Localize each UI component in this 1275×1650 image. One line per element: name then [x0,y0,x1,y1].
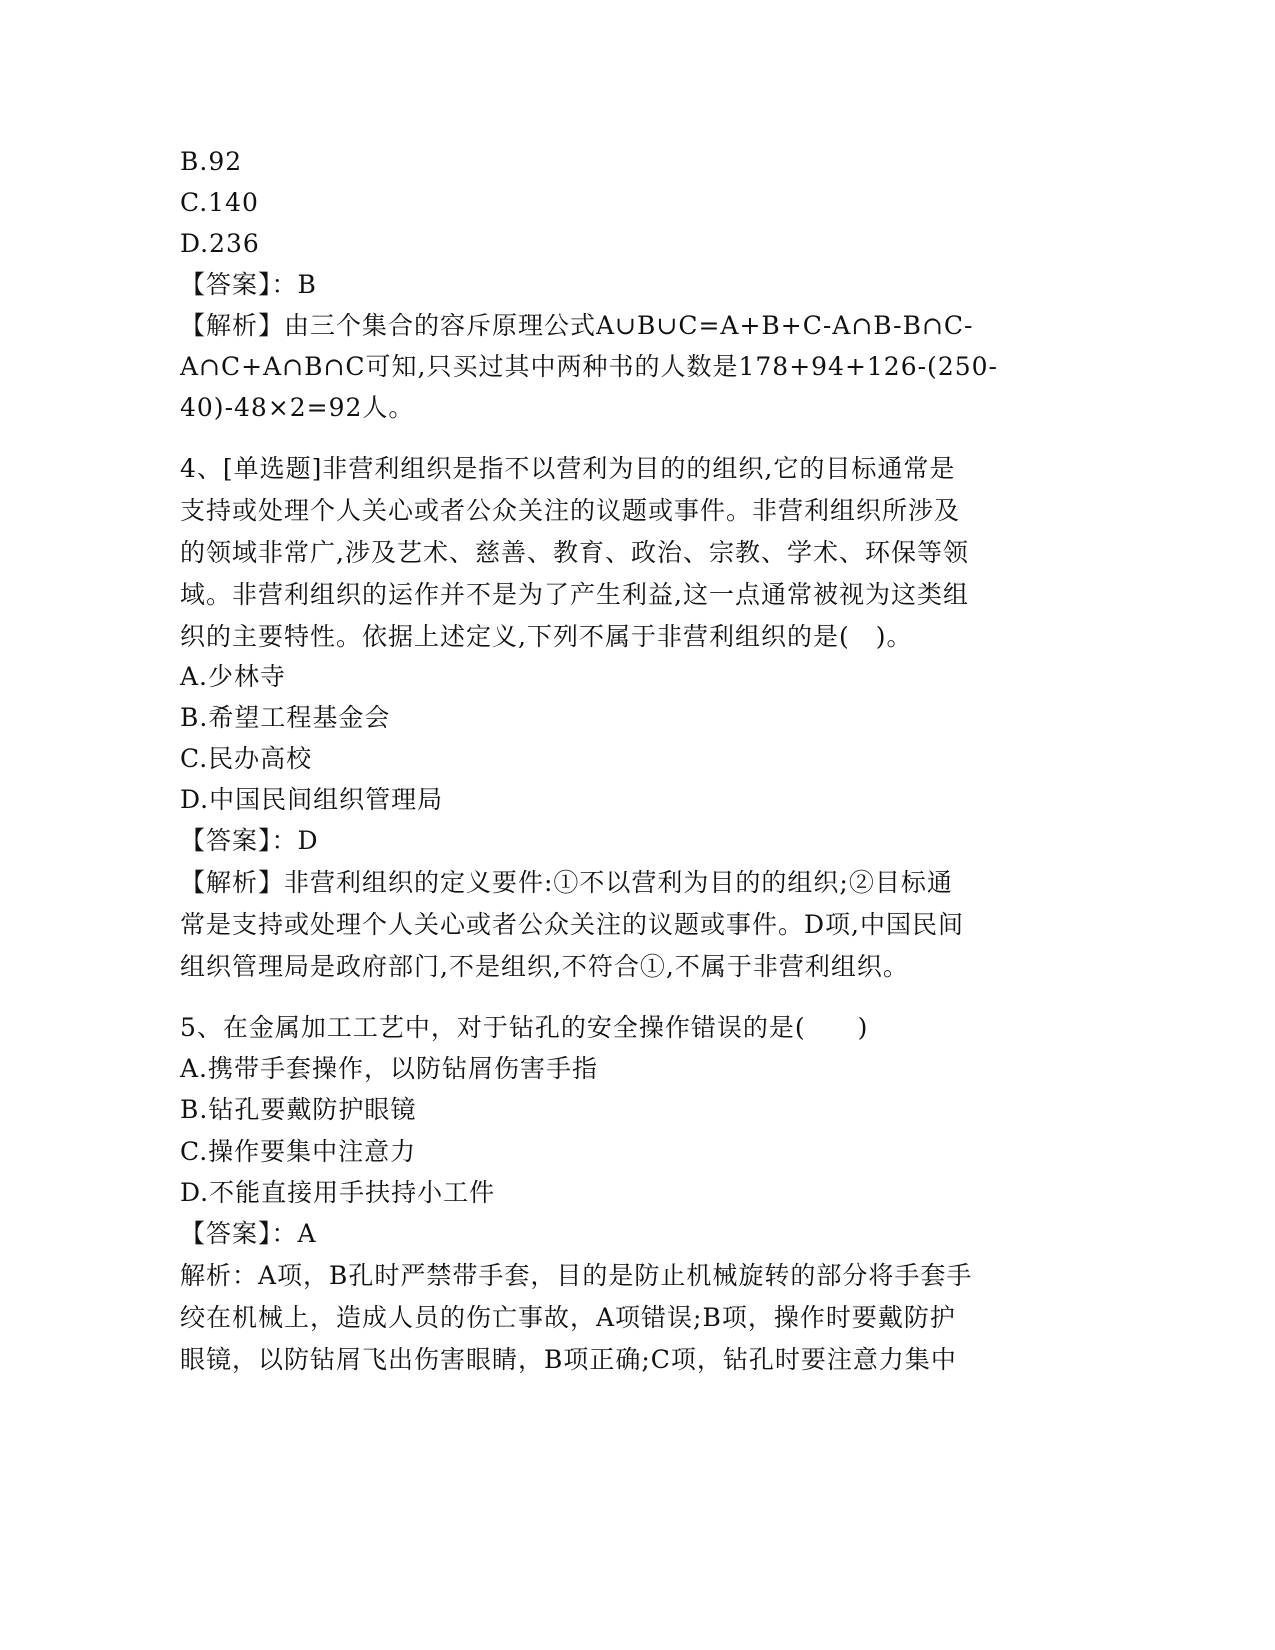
q4-stem-line: 支持或处理个人关心或者公众关注的议题或事件。非营利组织所涉及 [180,496,961,525]
q5-option-b: B.钻孔要戴防护眼镜 [180,1095,417,1124]
q3-answer: 【答案】：B [180,270,317,299]
q4-option-d: D.中国民间组织管理局 [180,785,444,814]
q5-option-c: C.操作要集中注意力 [180,1137,417,1166]
q5-option-d: D.不能直接用手扶持小工件 [180,1178,496,1207]
q4-stem-line: 的领域非常广,涉及艺术、慈善、教育、政治、宗教、学术、环保等领 [180,538,969,567]
q4-explanation-line: 【解析】非营利组织的定义要件:①不以营利为目的的组织;②目标通 [180,868,953,897]
q5-answer: 【答案】：A [180,1219,317,1248]
q3-explanation-line: 40)-48×2=92人。 [180,393,415,422]
q3-explanation-line: A∩C+A∩B∩C可知,只买过其中两种书的人数是178+94+126-(250- [180,352,998,381]
q4-stem-line: 织的主要特性。依据上述定义,下列不属于非营利组织的是( )。 [180,622,913,651]
q4-stem-line: 4、[单选题]非营利组织是指不以营利为目的的组织,它的目标通常是 [180,454,956,483]
q3-explanation-line: 【解析】由三个集合的容斥原理公式A∪B∪C=A+B+C-A∩B-B∩C- [180,311,974,340]
q4-stem-line: 域。非营利组织的运作并不是为了产生利益,这一点通常被视为这类组 [180,580,969,609]
q5-explanation-line: 解析：A项，B孔时严禁带手套，目的是防止机械旋转的部分将手套手 [180,1261,973,1290]
q3-option-c: C.140 [180,188,259,217]
q5-stem: 5、在金属加工工艺中，对于钻孔的安全操作错误的是( ) [180,1013,869,1042]
q4-explanation-line: 组织管理局是政府部门,不是组织,不符合①,不属于非营利组织。 [180,952,909,981]
q5-explanation-line: 眼镜，以防钻屑飞出伤害眼睛，B项正确;C项，钻孔时要注意力集中 [180,1345,957,1374]
q4-option-a: A.少林寺 [180,662,287,691]
q5-option-a: A.携带手套操作，以防钻屑伤害手指 [180,1054,599,1083]
q4-explanation-line: 常是支持或处理个人关心或者公众关注的议题或事件。D项,中国民间 [180,910,964,939]
q5-explanation-line: 绞在机械上，造成人员的伤亡事故，A项错误;B项，操作时要戴防护 [180,1303,956,1332]
q3-option-b: B.92 [180,147,243,176]
q4-option-b: B.希望工程基金会 [180,703,391,732]
document-page [180,0,1080,1650]
q3-option-d: D.236 [180,229,260,258]
q4-option-c: C.民办高校 [180,744,313,773]
q4-answer: 【答案】：D [180,826,319,855]
